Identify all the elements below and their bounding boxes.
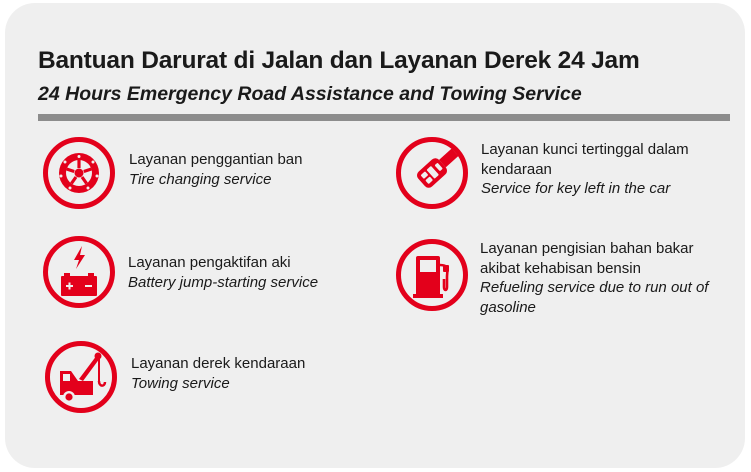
page-subtitle: 24 Hours Emergency Road Assistance and Towing Service	[38, 83, 582, 105]
service-battery	[43, 236, 353, 312]
tow-truck-icon	[45, 341, 117, 413]
tow-label-id: Layanan derek kendaraan	[131, 355, 306, 372]
car-key-icon	[396, 137, 468, 209]
tow-label-en: Towing service	[131, 374, 230, 392]
fuel-pump-icon	[396, 239, 468, 311]
service-tire	[43, 137, 343, 213]
service-fuel	[396, 239, 736, 319]
fuel-label-en: Refueling service due to run out of gasoline	[480, 279, 709, 316]
battery-label-en: Battery jump-starting service	[128, 273, 319, 291]
battery-icon	[43, 236, 115, 308]
tire-label-en: Tire changing service	[129, 170, 272, 188]
tire-label-id: Layanan penggantian ban	[129, 151, 303, 168]
service-tow	[45, 341, 345, 417]
service-key	[396, 137, 736, 217]
divider	[38, 114, 730, 121]
key-label-en: Service for key left in the car	[481, 180, 671, 197]
tire-icon	[43, 137, 115, 209]
fuel-label-id: Layanan pengisian bahan bakar akibat kehabisan bensin	[480, 240, 694, 277]
battery-label-id: Layanan pengaktifan aki	[128, 254, 291, 271]
page-title: Bantuan Darurat di Jalan dan Layanan Derek 24 Jam	[38, 47, 640, 74]
key-label-id: Layanan kunci tertinggal dalam kendaraan	[481, 141, 689, 178]
